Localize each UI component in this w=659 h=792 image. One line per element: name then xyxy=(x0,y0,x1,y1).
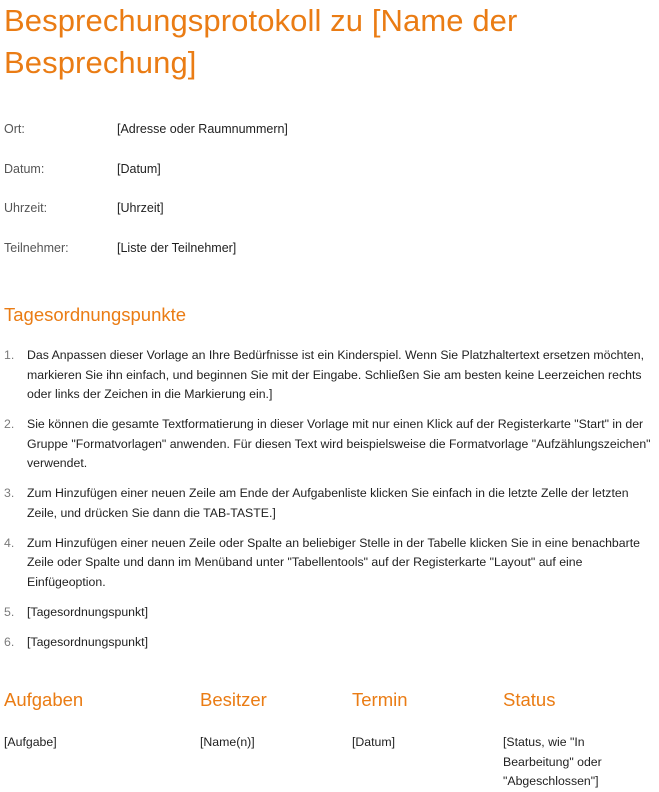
deadline-column-header: Termin xyxy=(352,689,408,710)
tasks-column-header: Aufgaben xyxy=(4,689,84,710)
agenda-item xyxy=(4,346,656,405)
status-column-header: Status xyxy=(503,689,556,710)
agenda-item-text[interactable]: Sie können die gesamte Textformatierung in dieser Vorlage mit nur einen Klick auf der Registerkarte "Start" in der Gruppe "Formatvorlagen" anwenden. Für diesen Text wird beispielsweise die Formatvorlage "Aufzählungszeichen" verwendet. xyxy=(27,417,651,470)
agenda-item xyxy=(4,534,656,593)
owner-cell[interactable]: [Name(n)] xyxy=(200,735,255,749)
agenda-heading: Tagesordnungspunkte xyxy=(4,304,187,325)
agenda-item-number: 5. xyxy=(4,604,15,619)
task-cell[interactable]: [Aufgabe] xyxy=(4,735,57,749)
location-row xyxy=(4,120,644,160)
date-row xyxy=(4,160,644,200)
time-row xyxy=(4,199,644,239)
attendees-row xyxy=(4,239,644,279)
agenda-item-text[interactable]: [Tagesordnungspunkt] xyxy=(27,604,149,619)
agenda-item xyxy=(4,633,656,653)
tasks-table-header xyxy=(4,688,656,714)
agenda-item-number: 1. xyxy=(4,348,15,362)
agenda-item-text[interactable]: [Tagesordnungspunkt] xyxy=(27,634,149,649)
agenda-item xyxy=(4,415,656,474)
location-value[interactable]: [Adresse oder Raumnummern] xyxy=(117,122,288,136)
owner-column-header: Besitzer xyxy=(200,689,267,710)
agenda-list xyxy=(4,346,656,663)
location-label: Ort: xyxy=(4,122,25,136)
agenda-item xyxy=(4,603,656,623)
date-label: Datum: xyxy=(4,161,45,176)
attendees-label: Teilnehmer: xyxy=(4,240,69,255)
agenda-item-number: 4. xyxy=(4,535,15,550)
time-label: Uhrzeit: xyxy=(4,201,48,215)
attendees-value[interactable]: [Liste der Teilnehmer] xyxy=(117,240,237,255)
agenda-item-number: 3. xyxy=(4,486,15,500)
agenda-item-text[interactable]: Zum Hinzufügen einer neuen Zeile am Ende der Aufgabenliste klicken Sie einfach in die letzte Zelle der letzten Zeile, und drücken Sie dann die TAB-TASTE.] xyxy=(27,486,629,520)
deadline-cell[interactable]: [Datum] xyxy=(352,735,396,749)
status-cell[interactable]: [Status, wie "In Bearbeitung" oder "Abgeschlossen"] xyxy=(503,735,602,788)
meeting-details-table xyxy=(4,120,644,278)
time-value[interactable]: [Uhrzeit] xyxy=(117,201,164,215)
agenda-item-text[interactable]: Das Anpassen dieser Vorlage an Ihre Bedürfnisse ist ein Kinderspiel. Wenn Sie Platzhaltertext ersetzen möchten, markieren Sie ihn einfach, und beginnen Sie mit der Eingabe. Schließen Sie am besten keine Leerzeichen rechts oder links der Zeichen in die Markierung ein.] xyxy=(27,348,645,401)
agenda-item-text[interactable]: Zum Hinzufügen einer neuen Zeile oder Spalte an beliebiger Stelle in der Tabelle klicken Sie in eine benachbarte Zeile oder Spalte und dann im Menüband unter "Tabellentools" auf der Registerkarte "Layout" auf eine Einfügeoption. xyxy=(27,535,640,589)
date-value[interactable]: [Datum] xyxy=(117,161,161,176)
agenda-item-number: 2. xyxy=(4,417,15,431)
page-title: Besprechungsprotokoll zu [Name der Besprechung] xyxy=(4,3,518,80)
agenda-item-number: 6. xyxy=(4,634,15,649)
agenda-item xyxy=(4,484,656,523)
